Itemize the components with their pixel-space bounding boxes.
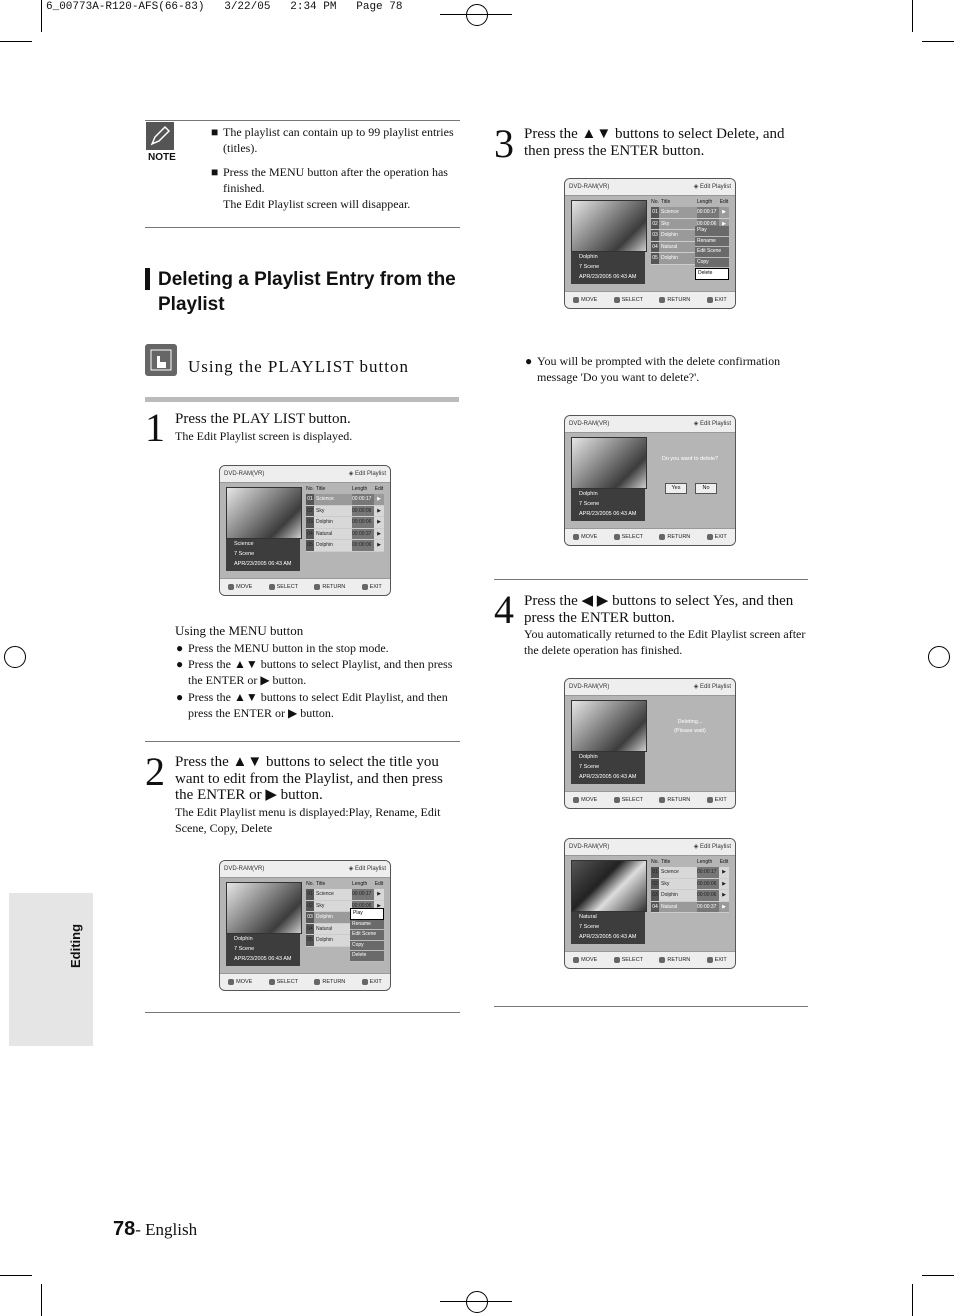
table-row[interactable]: 05 Dolphin 00:00:06 ▶ <box>306 540 384 552</box>
table-row[interactable]: 02 Sky 00:00:06 ▶ <box>306 901 384 913</box>
divider <box>145 120 460 121</box>
menu-item-delete[interactable]: Delete <box>695 268 729 280</box>
divider <box>145 741 460 742</box>
table-row[interactable]: 04 Natural <box>306 924 384 936</box>
yes-button[interactable]: Yes <box>665 483 687 494</box>
side-tab <box>9 893 93 1046</box>
table-row[interactable]: 01 Science 00:00:17 ▶ <box>651 207 729 219</box>
deleting-screen: DVD-RAM(VR) ◈ Edit Playlist Dolphin 7 Scene APR/23/2005 06:43 AM Deleting... (Please wait) MOVE SELECT RETURN EXIT <box>564 678 736 809</box>
title-bar <box>145 268 150 290</box>
crop-mark <box>41 0 42 32</box>
edit-menu <box>695 226 729 280</box>
table-row[interactable]: 02 Sky 00:00:06 ▶ <box>651 219 729 231</box>
video-thumbnail <box>226 882 302 934</box>
divider <box>145 227 460 228</box>
table-row[interactable]: 04 Natural 00:00:37 ▶ <box>306 529 384 541</box>
no-button[interactable]: No <box>695 483 717 494</box>
registration-mark <box>466 4 488 26</box>
title-info: Dolphin 7 Scene APR/23/2005 06:43 AM <box>571 752 645 784</box>
menu-item-edit-scene[interactable]: Edit Scene <box>695 247 729 258</box>
section-title: Deleting a Playlist Entry from the Playlist <box>158 269 456 315</box>
menu-item-delete[interactable]: Delete <box>350 951 384 962</box>
crop-mark <box>41 1284 42 1316</box>
hand-icon <box>145 344 177 376</box>
playlist-table: No. Title Length Edit 01 Science 00:00:17 ▶ 02 Sky 00:00:06 ▶ 03 Dolphin 00:00:06 ▶ 04 Natural 00:00:37 ▶ <box>651 858 729 913</box>
registration-mark <box>466 1291 488 1313</box>
crop-mark <box>912 1284 913 1316</box>
table-row[interactable]: 04 Natural <box>651 242 729 254</box>
menu-method-item: ● Press the ▲▼ buttons to select Edit Playlist, and then press the ENTER or ▶ button. <box>176 690 448 720</box>
confirm-message: Do you want to delete? <box>661 456 719 462</box>
delete-select-screen: DVD-RAM(VR) ◈ Edit Playlist Dolphin 7 Scene APR/23/2005 06:43 AM No. Title Length Edit 01 Science 00:00:17 ▶ 02 Sky 00:00:06 ▶ 03 Dolphin 04 Natural 05 Dolphin Play Rename Edit Scene Copy Delete MOVE SELECT RETURN EXIT <box>564 178 736 309</box>
registration-mark <box>4 646 26 668</box>
crop-mark <box>440 1301 512 1302</box>
deleting-message: Deleting... (Please wait) <box>674 719 706 734</box>
table-row[interactable]: 03 Dolphin 00:00:06 ▶ <box>306 517 384 529</box>
edit-menu <box>350 908 384 962</box>
table-row[interactable]: 03 Dolphin 00:00:06 ▶ <box>651 890 729 902</box>
playlist-table: No. Title Length Edit 01 Science 00:00:17 ▶ 02 Sky 00:00:06 ▶ 03 Dolphin 04 Natural 05 Dolphin <box>306 880 384 947</box>
note-label: NOTE <box>148 152 176 163</box>
menu-item-play[interactable]: Play <box>695 226 729 237</box>
step-number: 4 <box>494 587 514 632</box>
note-item: ■ Press the MENU button after the operation has finished. The Edit Playlist screen will disappear. <box>211 165 448 211</box>
edit-playlist-menu-screen: DVD-RAM(VR) ◈ Edit Playlist Dolphin 7 Scene APR/23/2005 06:43 AM No. Title Length Edit 01 Science 00:00:17 ▶ 02 Sky 00:00:06 ▶ 03 Dolphin 04 Natural 05 Dolphin Play Rename Edit Scene Copy Delete MOVE SELECT RETURN EXIT <box>219 860 391 991</box>
print-slug: 6_00773A-R120-AFS(66-83) 3/22/05 2:34 PM Page 78 <box>46 1 403 13</box>
step-number: 3 <box>494 121 514 166</box>
table-row[interactable]: 01 Science 00:00:17 ▶ <box>651 867 729 879</box>
step-bullet: ● You will be prompted with the delete confirmation message 'Do you want to delete?'. <box>525 354 781 384</box>
table-row[interactable]: 01 Science 00:00:17 ▶ <box>306 889 384 901</box>
step-number: 1 <box>145 405 165 450</box>
crop-mark <box>922 1275 954 1276</box>
side-tab-label: Editing <box>68 923 83 968</box>
table-row[interactable]: 05 Dolphin <box>651 253 729 265</box>
playlist-table: No. Title Length Edit 01 Science 00:00:17 ▶ 02 Sky 00:00:06 ▶ 03 Dolphin 00:00:06 ▶ 04 Natural 00:00:37 ▶ 05 Dolphin 00:00:06 ▶ <box>306 485 384 552</box>
step-heading: Press the ▲▼ buttons to select the title you want to edit from the Playlist, and then press the ENTER or ▶ button. <box>175 754 443 803</box>
video-thumbnail <box>226 487 302 539</box>
registration-mark <box>928 646 950 668</box>
crop-mark <box>922 41 954 42</box>
table-row[interactable]: 01 Science 00:00:17 ▶ <box>306 494 384 506</box>
step-heading: Press the PLAY LIST button. <box>175 411 351 427</box>
menu-method-item: ● Press the MENU button in the stop mode. <box>176 641 389 655</box>
step-text: The Edit Playlist screen is displayed. <box>175 429 353 443</box>
menu-item-copy[interactable]: Copy <box>695 258 729 269</box>
menu-item-play[interactable]: Play <box>350 908 384 920</box>
title-info: Science 7 Scene APR/23/2005 06:43 AM <box>226 539 300 571</box>
delete-confirm-screen: DVD-RAM(VR) ◈ Edit Playlist Dolphin 7 Scene APR/23/2005 06:43 AM Do you want to delete? Yes No MOVE SELECT RETURN EXIT <box>564 415 736 546</box>
step-heading: Press the ◀ ▶ buttons to select Yes, and then press the ENTER button. <box>524 593 794 626</box>
table-row[interactable]: 02 Sky 00:00:06 ▶ <box>651 879 729 891</box>
step-text: The Edit Playlist menu is displayed:Play, Rename, Edit Scene, Copy, Delete <box>175 805 441 835</box>
title-info: Dolphin 7 Scene APR/23/2005 06:43 AM <box>226 934 300 966</box>
menu-method-item: ● Press the ▲▼ buttons to select Playlist, and then press the ENTER or ▶ button. <box>176 657 453 687</box>
divider <box>145 397 459 402</box>
title-info: Natural 7 Scene APR/23/2005 06:43 AM <box>571 912 645 944</box>
title-info: Dolphin 7 Scene APR/23/2005 06:43 AM <box>571 489 645 521</box>
table-row[interactable]: 04 Natural 00:00:37 ▶ <box>651 902 729 914</box>
divider <box>145 1012 460 1013</box>
video-thumbnail <box>571 700 647 752</box>
edit-playlist-screen: DVD-RAM(VR) ◈ Edit Playlist Science 7 Scene APR/23/2005 06:43 AM No. Title Length Edit 01 Science 00:00:17 ▶ 02 Sky 00:00:06 ▶ 03 Dolphin 00:00:06 ▶ 04 Natural 00:00:37 ▶ 05 Dolphin 00:00:06 ▶ MOVE SELECT RETURN EXIT <box>219 465 391 596</box>
menu-item-copy[interactable]: Copy <box>350 941 384 952</box>
table-row[interactable]: 03 Dolphin <box>306 912 384 924</box>
page-footer: 78- English <box>113 1218 198 1240</box>
step-text: You automatically returned to the Edit Playlist screen after the delete operation has finished. <box>524 627 806 657</box>
section-subtitle: Using the PLAYLIST button <box>188 357 409 376</box>
step-number: 2 <box>145 749 165 794</box>
result-playlist-screen: DVD-RAM(VR) ◈ Edit Playlist Natural 7 Scene APR/23/2005 06:43 AM No. Title Length Edit 01 Science 00:00:17 ▶ 02 Sky 00:00:06 ▶ 03 Dolphin 00:00:06 ▶ 04 Natural 00:00:37 ▶ MOVE SELECT RETURN EXIT <box>564 838 736 969</box>
crop-mark <box>0 1275 32 1276</box>
menu-item-rename[interactable]: Rename <box>350 920 384 931</box>
video-thumbnail <box>571 200 647 252</box>
crop-mark <box>440 14 512 15</box>
note-item: ■ The playlist can contain up to 99 playlist entries (titles). <box>211 125 454 155</box>
menu-item-edit-scene[interactable]: Edit Scene <box>350 930 384 941</box>
note-pencil-icon <box>146 122 174 150</box>
menu-method-title: Using the MENU button <box>175 623 304 638</box>
table-row[interactable]: 05 Dolphin <box>306 935 384 947</box>
step-heading: Press the ▲▼ buttons to select Delete, and then press the ENTER button. <box>524 126 785 159</box>
video-thumbnail <box>571 860 647 912</box>
table-row[interactable]: 02 Sky 00:00:06 ▶ <box>306 506 384 518</box>
menu-item-rename[interactable]: Rename <box>695 237 729 248</box>
crop-mark <box>0 41 32 42</box>
crop-mark <box>912 0 913 32</box>
table-row[interactable]: 03 Dolphin <box>651 230 729 242</box>
divider <box>494 579 808 580</box>
divider <box>494 1006 808 1007</box>
playlist-table: No. Title Length Edit 01 Science 00:00:17 ▶ 02 Sky 00:00:06 ▶ 03 Dolphin 04 Natural 05 Dolphin <box>651 198 729 265</box>
title-info: Dolphin 7 Scene APR/23/2005 06:43 AM <box>571 252 645 284</box>
video-thumbnail <box>571 437 647 489</box>
